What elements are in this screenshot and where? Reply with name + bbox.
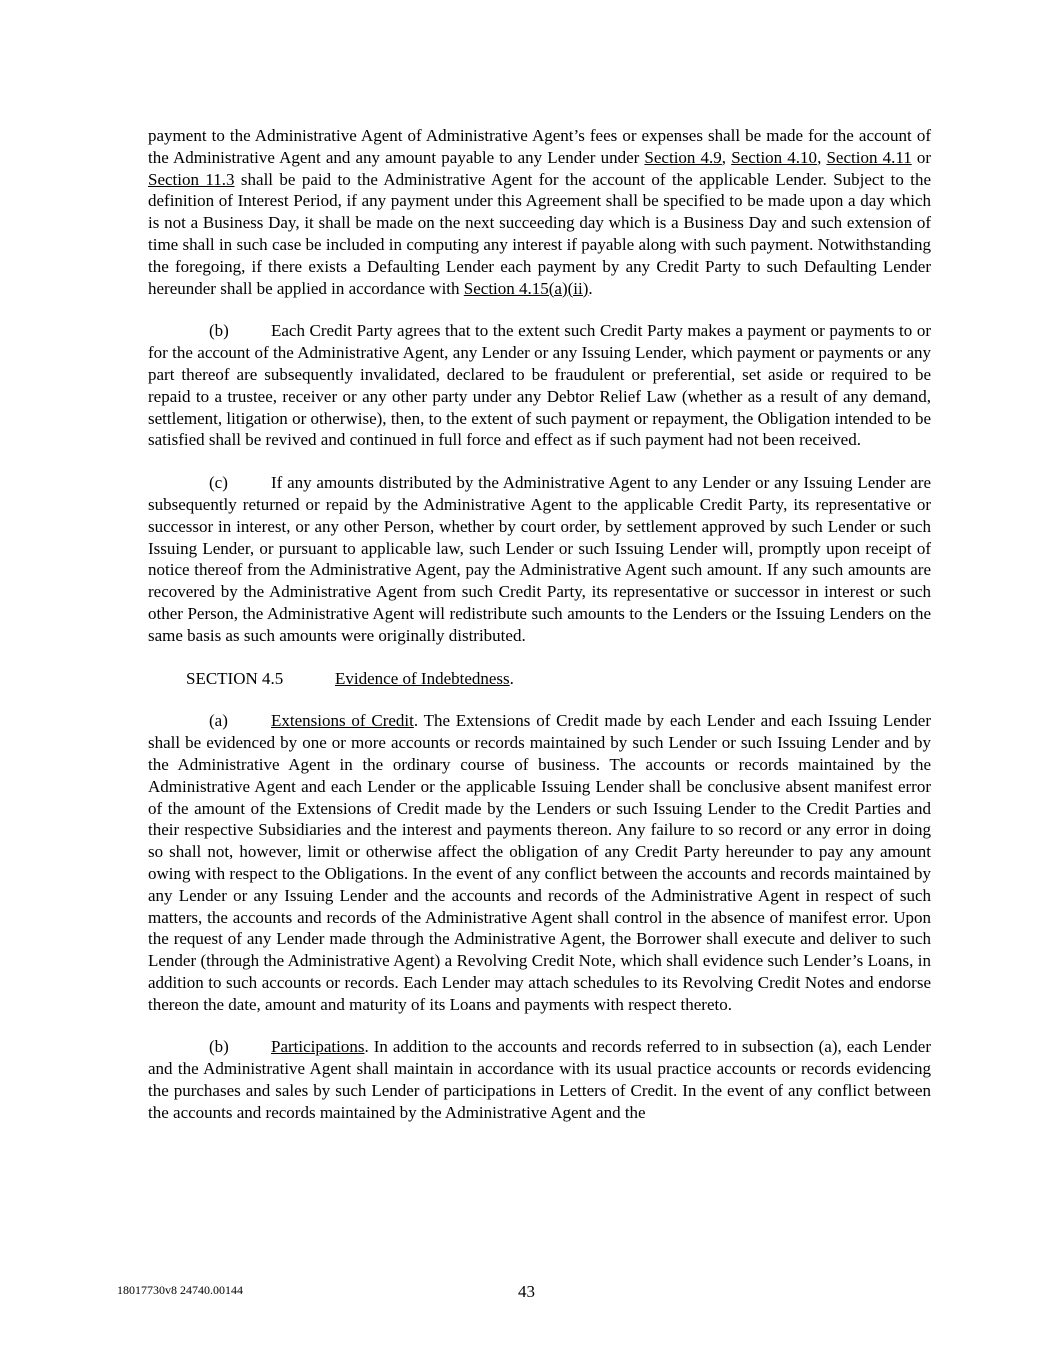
paragraph-text: payment to the Administrative Agent of Administrative Agent’s fees or expenses shall be made for the account of the Administrative Agent and any amount payable to any Lender under bbox=[148, 126, 931, 167]
section-number: SECTION 4.5 bbox=[186, 668, 284, 688]
paragraph-payment-continuation bbox=[148, 125, 931, 299]
section-title-period: . bbox=[509, 668, 514, 688]
paragraph-b-participations bbox=[148, 1036, 931, 1123]
clause-label: (c) bbox=[209, 473, 228, 493]
cross-reference-section-4-15: Section 4.15(a)(ii) bbox=[463, 278, 589, 298]
paragraph-text: or bbox=[911, 147, 931, 167]
paragraph-a-extensions-of-credit bbox=[148, 710, 931, 1015]
clause-label: (a) bbox=[209, 711, 228, 731]
cross-reference-section-11-3: Section 11.3 bbox=[148, 169, 235, 189]
paragraph-text: shall be paid to the Administrative Agent for the account of the applicable Lender. Subject to the definition of Interest Period, if any payment under this Agreement shall be specified to be made upon a day which is not a Business Day, it shall be made on the next succeeding day which is a Business Day and such extension of time shall in such case be included in computing any interest if payable along with such payment. Notwithstanding the foregoing, if there exists a Defaulting Lender each payment by any Credit Party to such Defaulting Lender hereunder shall be applied in accordance with bbox=[148, 169, 931, 298]
paragraph-text: . bbox=[588, 278, 593, 298]
paragraph-text: , bbox=[817, 147, 827, 167]
clause-heading: Participations bbox=[271, 1037, 365, 1057]
section-heading bbox=[148, 668, 931, 690]
paragraph-text: Each Credit Party agrees that to the extent such Credit Party makes a payment or payments to or for the account of the Administrative Agent, any Lender or any Issuing Lender, which payment or payments or any part thereof are subsequently invalidated, declared to be fraudulent or preferential, set aside or required to be repaid to a trustee, receiver or any other party under any Debtor Relief Law (whether as a result of any demand, settlement, litigation or otherwise), then, to the extent of such payment or repayment, the Obligation intended to be satisfied shall be revived and continued in full force and effect as if such payment had not been received. bbox=[148, 321, 931, 450]
clause-heading: Extensions of Credit bbox=[271, 711, 414, 731]
footer-page-number: 43 bbox=[518, 1282, 535, 1301]
document-page bbox=[148, 125, 931, 1145]
paragraph-b-revival bbox=[148, 320, 931, 451]
paragraph-c-redistribution bbox=[148, 472, 931, 646]
paragraph-text: . The Extensions of Credit made by each Lender and each Issuing Lender shall be evidenced by one or more accounts or records maintained by such Lender or such Issuing Lender and by the Administrative Agent in the ordinary course of business. The accounts or records maintained by the Administrative Agent and each Lender or the applicable Issuing Lender shall be conclusive absent manifest error of the amount of the Extensions of Credit made by the Lenders or such Issuing Lender to the Credit Parties and their respective Subsidiaries and the interest and payments thereon. Any failure to so record or any error in doing so shall not, however, limit or otherwise affect the obligation of any Credit Party hereunder to pay any amount owing with respect to the Obligations. In the event of any conflict between the accounts and records maintained by any Lender or any Issuing Lender and the accounts and records of the Administrative Agent in respect of such matters, the accounts and records of the Administrative Agent shall control in the absence of manifest error. Upon the request of any Lender made through the Administrative Agent, the Borrower shall execute and deliver to such Lender (through the Administrative Agent) a Revolving Credit Note, which shall evidence such Lender’s Loans, in addition to such accounts or records. Each Lender may attach schedules to its Revolving Credit Notes and endorse thereon the date, amount and maturity of its Loans and payments with respect thereto. bbox=[148, 711, 931, 1014]
clause-label: (b) bbox=[209, 1037, 229, 1057]
cross-reference-section-4-11: Section 4.11 bbox=[826, 147, 912, 167]
cross-reference-section-4-10: Section 4.10 bbox=[731, 147, 818, 167]
section-title: Evidence of Indebtedness bbox=[335, 668, 510, 688]
cross-reference-section-4-9: Section 4.9 bbox=[644, 147, 722, 167]
paragraph-text: If any amounts distributed by the Administrative Agent to any Lender or any Issuing Lender are subsequently returned or repaid by the Administrative Agent to the applicable Credit Party, its representative or successor in interest, or any other Person, whether by court order, by settlement approved by such Lender or such Issuing Lender, or pursuant to applicable law, such Lender or such Issuing Lender will, promptly upon receipt of notice thereof from the Administrative Agent, pay the Administrative Agent such amount. If any such amounts are recovered by the Administrative Agent from such Credit Party, its representative or successor in interest or such other Person, the Administrative Agent will redistribute such amounts to the Lenders or the Issuing Lenders on the same basis as such amounts were originally distributed. bbox=[148, 473, 931, 645]
paragraph-text: . In addition to the accounts and records referred to in subsection (a), each Lender and the Administrative Agent shall maintain in accordance with its usual practice accounts or records evidencing the purchases and sales by such Lender of participations in Letters of Credit. In the event of any conflict between the accounts and records maintained by the Administrative Agent and the bbox=[148, 1037, 931, 1122]
paragraph-text: , bbox=[721, 147, 732, 167]
clause-label: (b) bbox=[209, 321, 229, 341]
footer-document-id: 18017730v8 24740.00144 bbox=[117, 1283, 243, 1297]
